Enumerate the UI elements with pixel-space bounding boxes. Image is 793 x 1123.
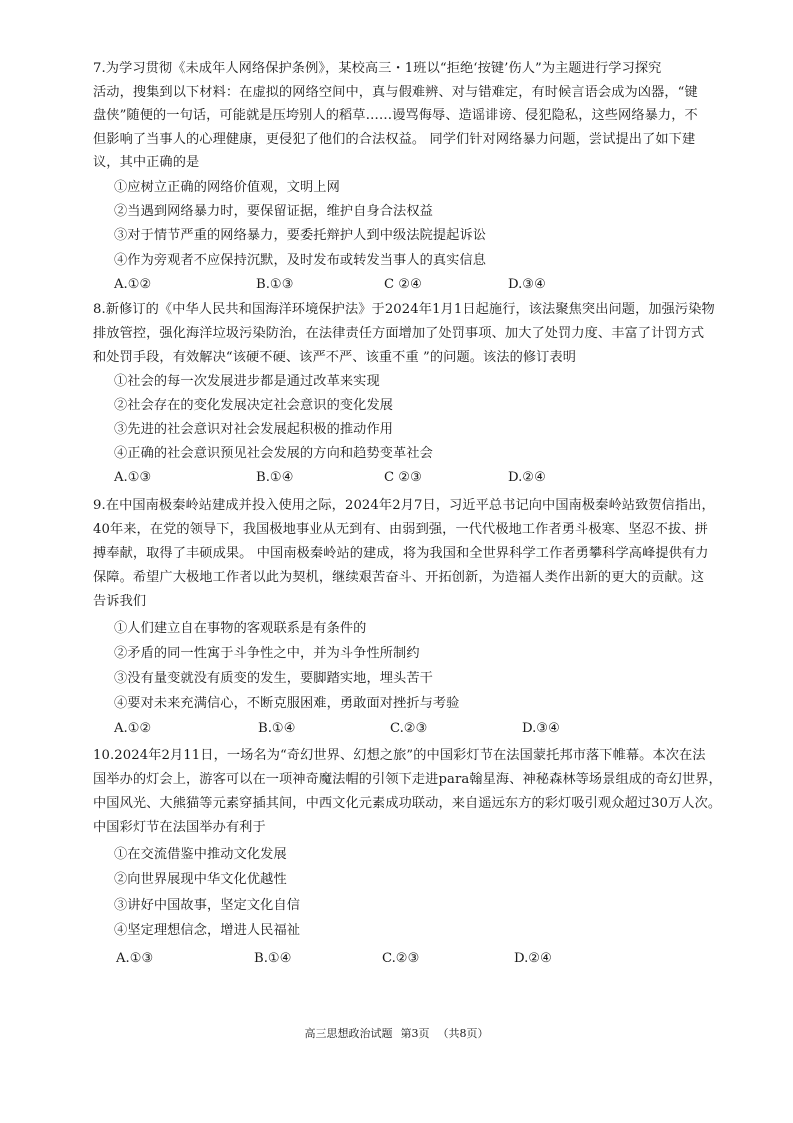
q9-line-4: 保障。希望广大极地工作者以此为契机，继续艰苦奋斗、开拓创新，为造福人类作出新的更大的贡献。这 bbox=[93, 570, 705, 585]
q9-statement-4: ④要对未来充满信心，不断克服困难，勇敢面对挫折与考验 bbox=[114, 696, 460, 711]
q10-line-3: 中国风光、大熊猫等元素穿插其间，中西文化元素成功联动，来自遥远东方的彩灯吸引观众超过30万人次。 bbox=[93, 796, 722, 811]
q10-line-1: 10.2024年2月11日，一场名为“奇幻世界、幻想之旅”的中国彩灯节在法国蒙托邦市落下帷幕。本次在法 bbox=[93, 748, 706, 763]
q10-statement-2: ②向世界展现中华文化优越性 bbox=[114, 872, 287, 887]
q8-line-2: 排放管控，强化海洋垃圾污染防治，在法律责任方面增加了处罚事项、加大了处罚力度、丰富了计罚方式 bbox=[93, 326, 705, 341]
q10-statement-4: ④坚定理想信念，增进人民福祉 bbox=[114, 923, 301, 938]
q9-option-d: D.③④ bbox=[522, 721, 560, 736]
q9-line-1: 9.在中国南极秦岭站建成并投入使用之际，2024年2月7日，习近平总书记向中国南极秦岭站致贺信指出， bbox=[93, 498, 715, 513]
q8-statement-2: ②社会存在的变化发展决定社会意识的变化发展 bbox=[114, 398, 394, 413]
q10-option-d: D.②④ bbox=[514, 951, 552, 966]
q7-line-1: 7.为学习贯彻《未成年人网络保护条例》，某校高三・1班以“拒绝‘按键’伤人”为主题进行学习探究 bbox=[93, 61, 662, 76]
q8-line-1: 8.新修订的《中华人民共和国海洋环境保护法》于2024年1月1日起施行，该法聚焦突出问题，加强污染物 bbox=[93, 302, 715, 317]
q7-statement-2: ②当遇到网络暴力时，要保留证据，维护自身合法权益 bbox=[114, 204, 433, 219]
q8-statement-3: ③先进的社会意识对社会发展起积极的推动作用 bbox=[114, 422, 394, 437]
q9-statement-1: ①人们建立自在事物的客观联系是有条件的 bbox=[114, 621, 367, 636]
q8-statement-1: ①社会的每一次发展进步都是通过改革来实现 bbox=[114, 374, 380, 389]
q8-line-3: 和处罚手段，有效解决“该硬不硬、该严不严、该重不重 ”的问题。该法的修订表明 bbox=[93, 350, 577, 365]
q9-line-2: 40年来，在党的领导下，我国极地事业从无到有、由弱到强，一代代极地工作者勇斗极寒、坚忍不拔、拼 bbox=[93, 522, 708, 537]
q7-line-2: 活动，搜集到以下材料：在虚拟的网络空间中，真与假难辨、对与错难定，有时候言语会成为凶器，“键 bbox=[93, 85, 698, 100]
q7-statement-1: ①应树立正确的网络价值观，文明上网 bbox=[114, 180, 340, 195]
q8-statement-4: ④正确的社会意识预见社会发展的方向和趋势变革社会 bbox=[114, 446, 433, 461]
q10-line-2: 国举办的灯会上，游客可以在一项神奇魔法帽的引领下走进para翰星海、神秘森林等场景组成的奇幻世界， bbox=[93, 772, 722, 787]
q8-option-b: B.①④ bbox=[256, 470, 294, 485]
q9-statement-2: ②矛盾的同一性寓于斗争性之中，并为斗争性所制约 bbox=[114, 646, 420, 661]
q9-line-5: 告诉我们 bbox=[93, 594, 147, 609]
q8-option-a: A.①③ bbox=[114, 470, 152, 485]
q10-option-c: C.②③ bbox=[382, 951, 420, 966]
footer-title: 高三思想政治试题 bbox=[304, 1027, 393, 1040]
q9-option-c: C.②③ bbox=[390, 721, 428, 736]
q9-line-3: 搏奉献，取得了丰硕成果。 中国南极秦岭站的建成，将为我国和全世界科学工作者勇攀科学高峰提供有力 bbox=[93, 546, 709, 561]
q7-option-d: D.③④ bbox=[508, 277, 546, 292]
q7-option-b: B.①③ bbox=[256, 277, 294, 292]
page-footer bbox=[0, 1027, 793, 1041]
q10-option-a: A.①③ bbox=[116, 951, 154, 966]
q10-statement-3: ③讲好中国故事，坚定文化自信 bbox=[114, 898, 301, 913]
q10-line-4: 中国彩灯节在法国举办有利于 bbox=[93, 820, 266, 835]
q7-line-3: 盘侠”随便的一句话，可能就是压垮别人的稻草……谩骂侮辱、造谣诽谤、侵犯隐私，这些网络暴力，不 bbox=[93, 108, 698, 123]
q8-option-c: C ②③ bbox=[384, 470, 422, 485]
footer-page: 第3页 bbox=[400, 1027, 430, 1040]
q10-statement-1: ①在交流借鉴中推动文化发展 bbox=[114, 847, 287, 862]
footer-total: （共8页） bbox=[437, 1027, 489, 1040]
q7-statement-3: ③对于情节严重的网络暴力，要委托辩护人到中级法院提起诉讼 bbox=[114, 228, 487, 243]
q7-option-a: A.①② bbox=[114, 277, 152, 292]
q10-option-b: B.①④ bbox=[254, 951, 292, 966]
q7-line-4: 但影响了当事人的心理健康，更侵犯了他们的合法权益。 同学们针对网络暴力问题，尝试提出了如下建 bbox=[93, 132, 696, 147]
q9-statement-3: ③没有量变就没有质变的发生，要脚踏实地，埋头苦干 bbox=[114, 671, 433, 686]
q7-line-5: 议，其中正确的是 bbox=[93, 155, 200, 170]
q9-option-b: B.①④ bbox=[258, 721, 296, 736]
q7-statement-4: ④作为旁观者不应保持沉默，及时发布或转发当事人的真实信息 bbox=[114, 253, 487, 268]
q8-option-d: D.②④ bbox=[508, 470, 546, 485]
q7-option-c: C ②④ bbox=[384, 277, 422, 292]
q9-option-a: A.①② bbox=[114, 721, 152, 736]
